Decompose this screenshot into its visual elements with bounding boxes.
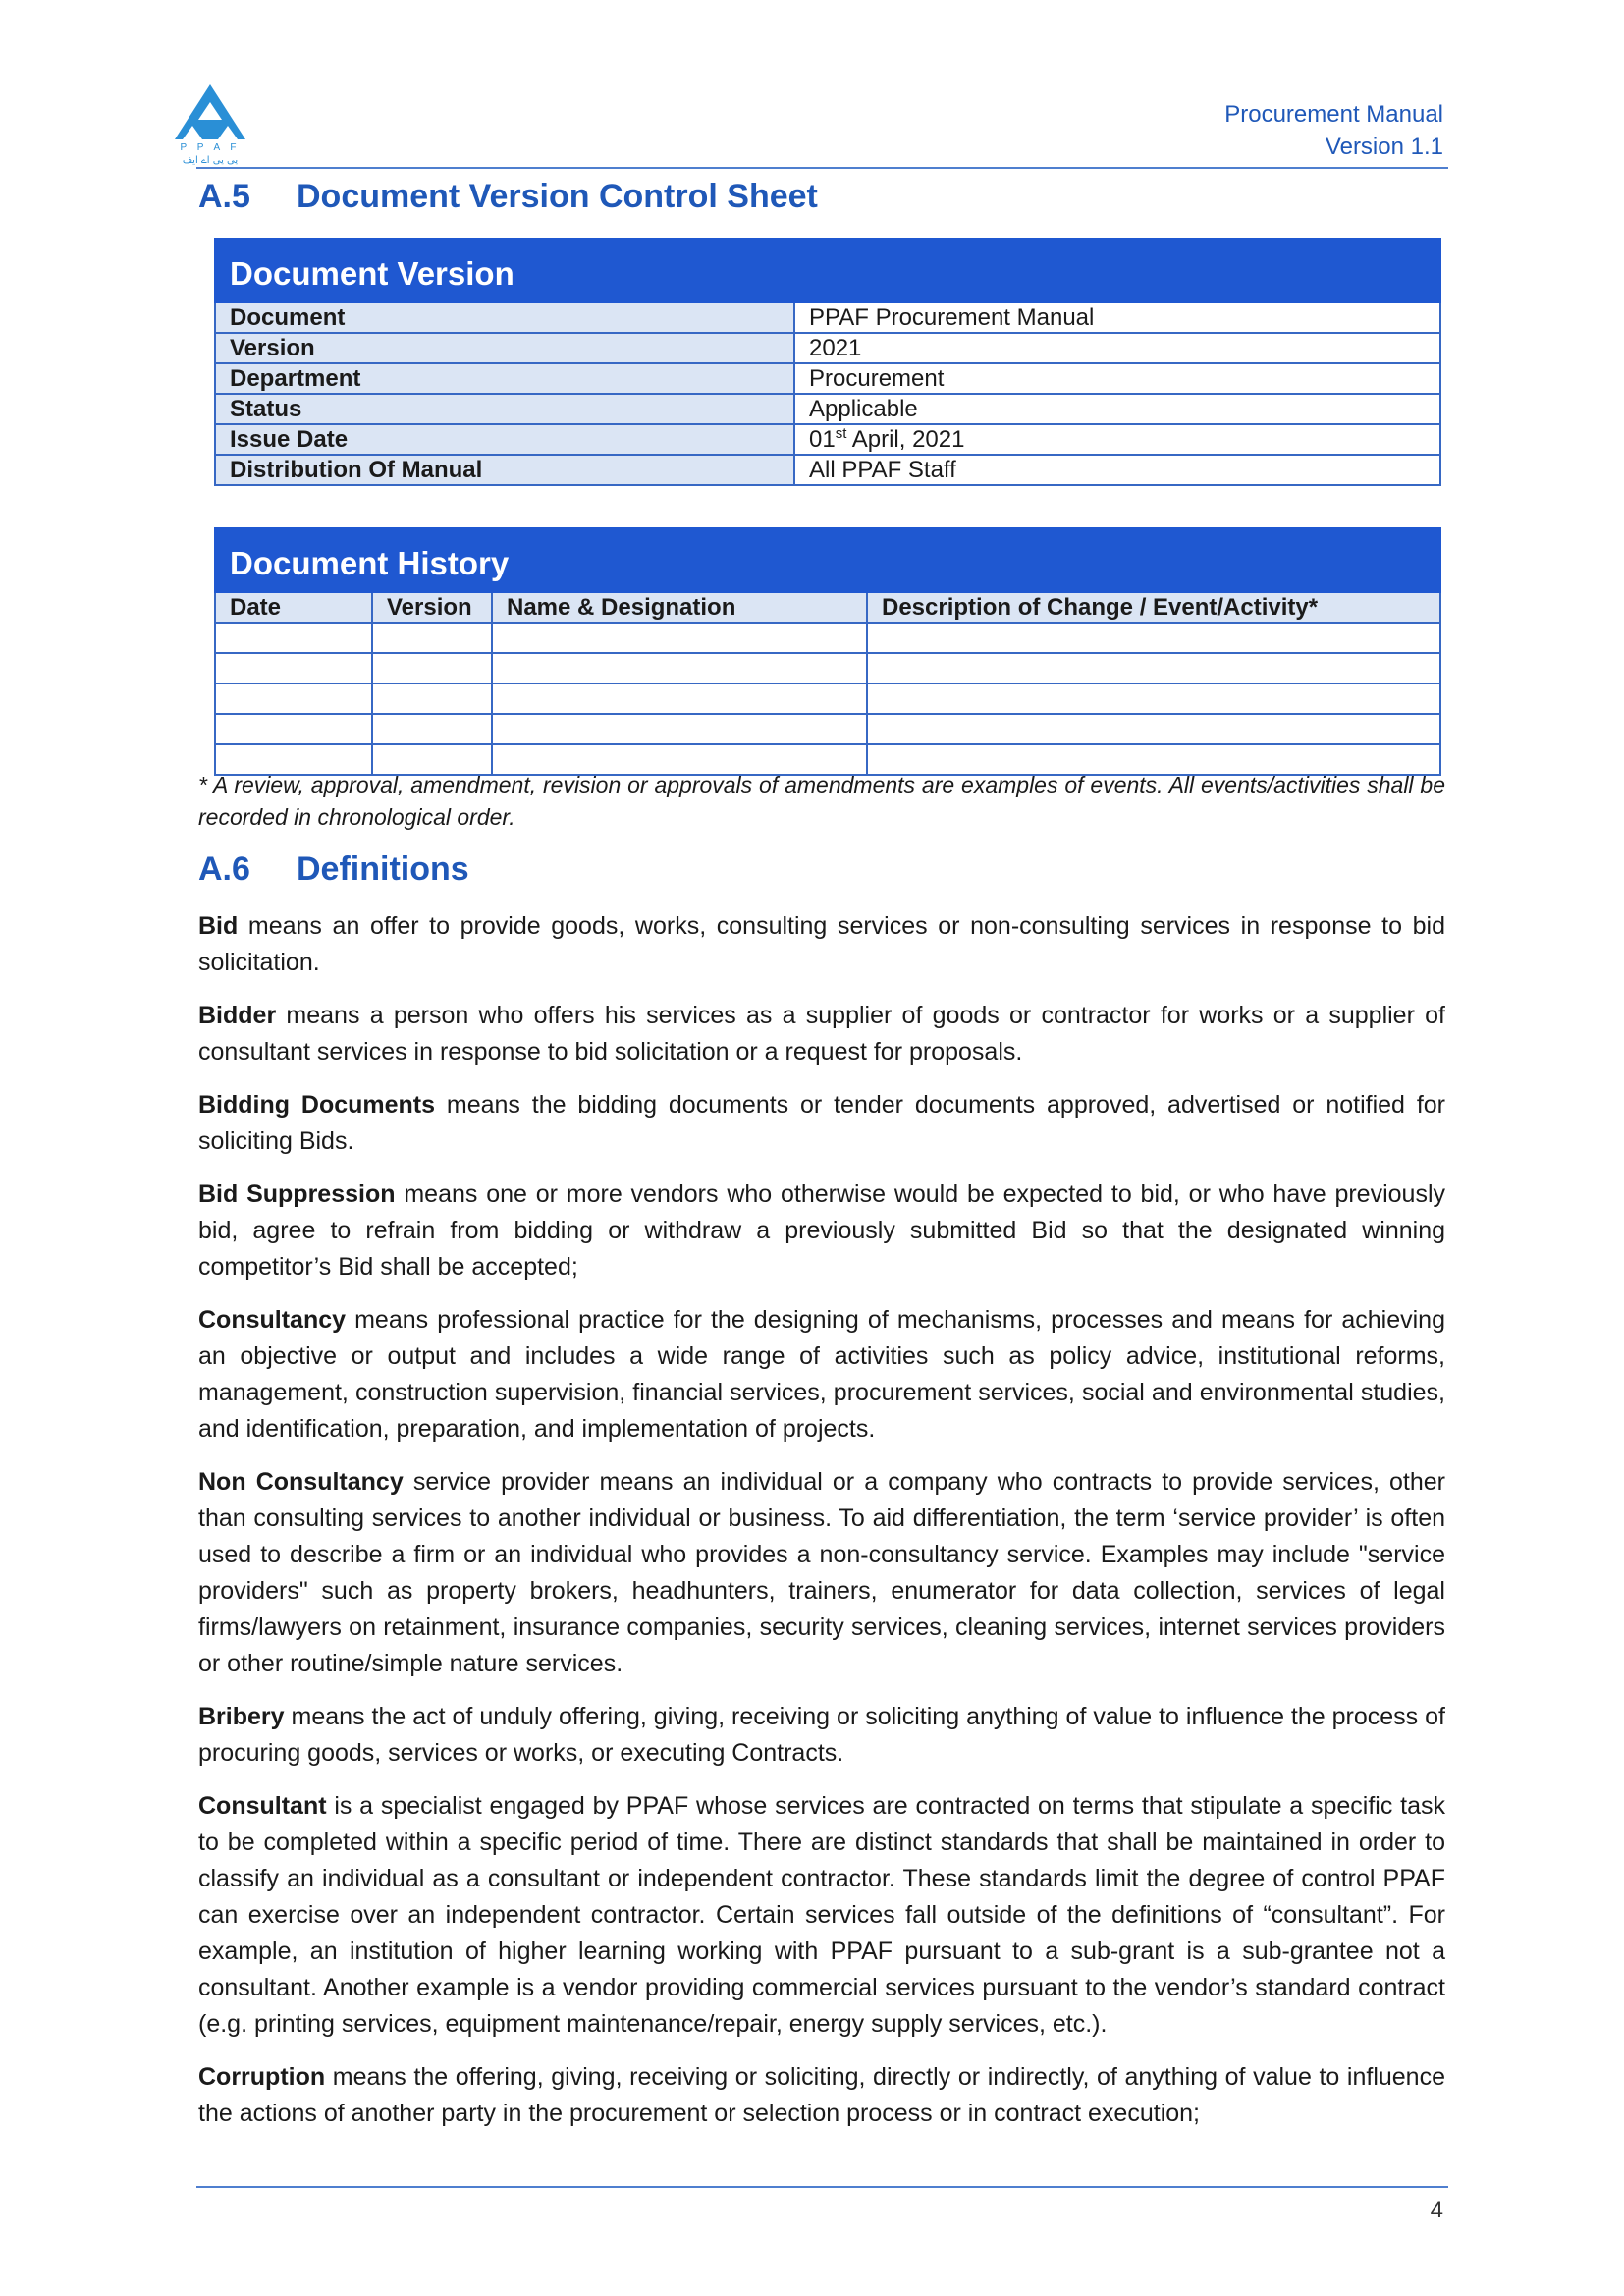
definition-text: means professional practice for the designing of mechanisms, processes and means for achieving an objective or output and includes a wide range of activities such as policy advice, institutional reforms, management, construction supervision, financial services, procurement services, social and environmental studies, and identification, preparation, and implementation of projects. <box>198 1306 1445 1443</box>
definition-item <box>198 1176 1445 1285</box>
logo-urdu: پی پی اے ایف <box>182 155 239 165</box>
table-cell <box>867 623 1440 653</box>
section-title: Definitions <box>297 850 469 888</box>
definition-item <box>198 2059 1445 2132</box>
table-header-row <box>215 592 1440 623</box>
table-cell <box>215 714 372 744</box>
section-number: A.6 <box>198 850 250 888</box>
definition-item <box>198 1699 1445 1772</box>
definition-text: means a person who offers his services as a supplier of goods or contractor for works or a supplier of consultant services in response to bid solicitation or a request for proposals. <box>198 1002 1445 1066</box>
table-title-row <box>215 239 1440 302</box>
definition-text: means one or more vendors who otherwise would be expected to bid, or who have previously bid, agree to refrain from bidding or withdraw a previously submitted Bid so that the designated winning competitor’s Bid shall be accepted; <box>198 1180 1445 1281</box>
page-number: 4 <box>1430 2197 1443 2223</box>
table-cell <box>215 623 372 653</box>
table-cell <box>372 623 492 653</box>
definition-text: means the bidding documents or tender documents approved, advertised or notified for soliciting Bids. <box>198 1091 1445 1155</box>
field-label: Issue Date <box>215 424 794 455</box>
field-value: All PPAF Staff <box>794 455 1440 485</box>
definition-item <box>198 1302 1445 1448</box>
definition-text: service provider means an individual or a company who contracts to provide services, other than consulting services to another individual or business. To aid differentiation, the term ‘service provider’ is often used to describe a firm or an individual who provides a non-consultancy service. Examples may include "service providers" such as property brokers, headhunters, trainers, enumerator for data collection, services of legal firms/lawyers on retainment, insurance companies, security services, cleaning services, internet services providers or other routine/simple nature services. <box>198 1468 1445 1677</box>
manual-title: Procurement Manual <box>1224 101 1443 128</box>
field-label: Document <box>215 302 794 333</box>
definition-term: Bidding Documents <box>198 1091 436 1119</box>
column-header: Date <box>215 592 372 623</box>
table-row <box>215 455 1440 485</box>
field-label: Department <box>215 363 794 394</box>
definition-term: Consultancy <box>198 1306 347 1334</box>
section-heading-a5 <box>198 178 818 216</box>
running-header <box>1224 98 1443 163</box>
definitions-list <box>198 908 1445 2149</box>
table-cell <box>492 714 867 744</box>
definition-term: Bribery <box>198 1703 285 1730</box>
table-cell <box>372 683 492 714</box>
field-value: PPAF Procurement Manual <box>794 302 1440 333</box>
history-footnote: * A review, approval, amendment, revision or approvals of amendments are examples of events. All events/activities shall be recorded in chronological order. <box>198 772 1445 830</box>
table-cell <box>867 653 1440 683</box>
table-row <box>215 623 1440 653</box>
definition-text: means the act of unduly offering, giving, receiving or soliciting anything of value to influence the process of procuring goods, services or works, or executing Contracts. <box>198 1703 1445 1767</box>
field-value: Applicable <box>794 394 1440 424</box>
document-history-table <box>214 527 1441 776</box>
definition-text: means an offer to provide goods, works, consulting services or non-consulting services in response to bid solicitation. <box>198 912 1445 976</box>
section-title: Document Version Control Sheet <box>297 178 818 215</box>
definition-term: Non Consultancy <box>198 1468 404 1496</box>
definition-text: means the offering, giving, receiving or soliciting, directly or indirectly, of anything of value to influence the actions of another party in the procurement or selection process or in contract execution; <box>198 2063 1445 2127</box>
table-cell <box>492 683 867 714</box>
table-title: Document Version <box>215 239 1440 302</box>
field-value: 01st April, 2021 <box>794 424 1440 455</box>
table-cell <box>492 653 867 683</box>
field-value: 2021 <box>794 333 1440 363</box>
section-heading-a6 <box>198 850 469 889</box>
table-row <box>215 424 1440 455</box>
table-row <box>215 302 1440 333</box>
column-header: Description of Change / Event/Activity* <box>867 592 1440 623</box>
definition-item <box>198 998 1445 1070</box>
section-number: A.5 <box>198 178 250 215</box>
table-row <box>215 653 1440 683</box>
definition-text: is a specialist engaged by PPAF whose services are contracted on terms that stipulate a specific task to be completed within a specific period of time. There are distinct standards that shall be maintained in order to classify an individual as a consultant or independent contractor. These standards limit the degree of control PPAF can exercise over an independent contractor. Certain services fall outside of the definitions of “consultant”. For example, an institution of higher learning working with PPAF pursuant to a sub-grant is a sub-grantee not a consultant. Another example is a vendor providing commercial services pursuant to the vendor’s standard contract (e.g. printing services, equipment maintenance/repair, energy supply services, etc.). <box>198 1792 1445 2038</box>
definition-term: Bid <box>198 912 239 940</box>
table-row <box>215 333 1440 363</box>
table-cell <box>867 683 1440 714</box>
table-row <box>215 714 1440 744</box>
definition-term: Corruption <box>198 2063 326 2091</box>
field-label: Distribution Of Manual <box>215 455 794 485</box>
footer-divider <box>196 2186 1448 2188</box>
table-row <box>215 683 1440 714</box>
field-value: Procurement <box>794 363 1440 394</box>
field-label: Version <box>215 333 794 363</box>
logo-letters: P P A F <box>180 142 241 153</box>
document-version-table <box>214 238 1441 486</box>
table-cell <box>867 714 1440 744</box>
manual-version: Version 1.1 <box>1325 134 1443 160</box>
ppaf-logo <box>169 81 251 165</box>
table-cell <box>372 714 492 744</box>
table-row <box>215 363 1440 394</box>
definition-item <box>198 1087 1445 1160</box>
column-header: Version <box>372 592 492 623</box>
definition-item <box>198 1464 1445 1682</box>
table-cell <box>372 653 492 683</box>
field-label: Status <box>215 394 794 424</box>
column-header: Name & Designation <box>492 592 867 623</box>
table-row <box>215 394 1440 424</box>
definition-item <box>198 908 1445 981</box>
table-cell <box>215 653 372 683</box>
definition-item <box>198 1788 1445 2043</box>
table-cell <box>492 623 867 653</box>
header-divider <box>196 167 1448 169</box>
definition-term: Bid Suppression <box>198 1180 396 1208</box>
table-title: Document History <box>215 528 1440 592</box>
table-cell <box>215 683 372 714</box>
definition-term: Bidder <box>198 1002 277 1029</box>
definition-term: Consultant <box>198 1792 327 1820</box>
table-title-row <box>215 528 1440 592</box>
